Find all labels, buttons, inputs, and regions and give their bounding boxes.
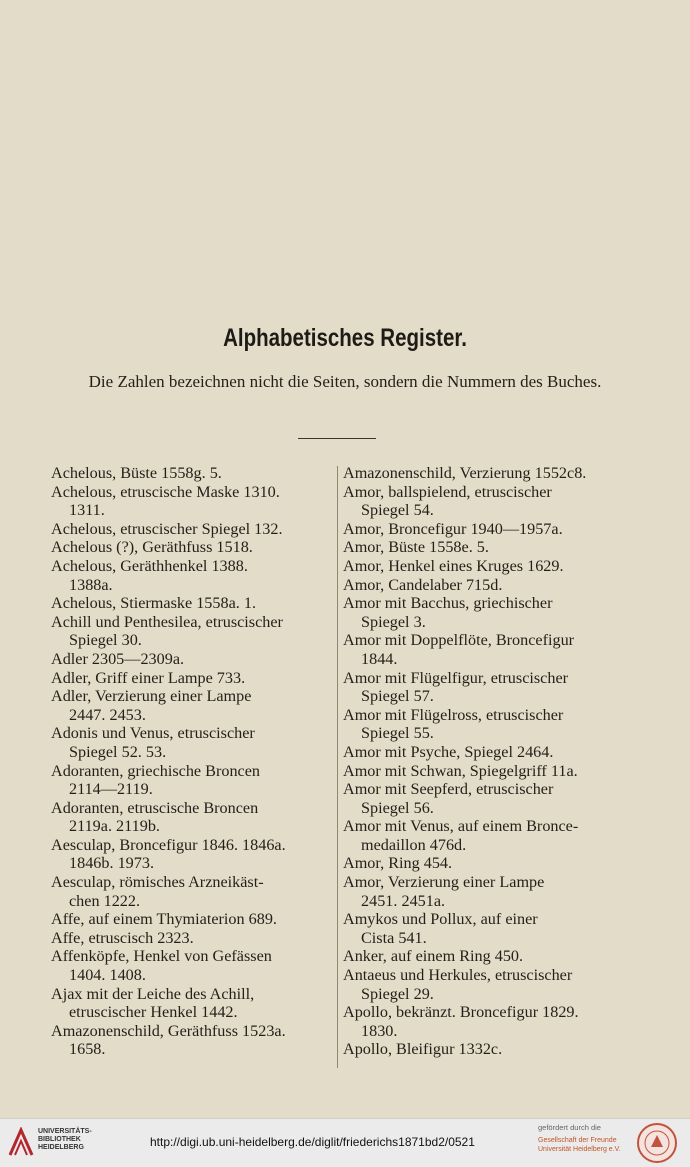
register-entry-continuation: Spiegel 55.: [361, 724, 434, 743]
register-entry-continuation: 1404. 1408.: [69, 966, 146, 985]
register-entry: [51, 538, 333, 557]
register-entry-continuation: Spiegel 52. 53.: [69, 742, 167, 761]
register-entry-text: Achelous, Büste 1558g. 5.: [51, 464, 222, 482]
register-entry-text: Aesculap, Broncefigur 1846. 1846a.: [51, 835, 286, 854]
register-entry: [51, 594, 333, 613]
register-entry-text: Amor, Henkel eines Kruges 1629.: [343, 556, 564, 575]
register-entry-continuation: Spiegel 3.: [361, 612, 426, 631]
register-entry-text: Achelous, etruscische Maske 1310.: [51, 482, 280, 501]
register-entry-continuation: Spiegel 57.: [361, 687, 434, 706]
register-entry: [343, 576, 625, 595]
register-entry: [51, 613, 333, 650]
university-seal-icon: [636, 1122, 678, 1164]
register-entry-text: Adler 2305—2309a.: [51, 649, 185, 668]
register-entry-text: Amor, Ring 454.: [343, 854, 453, 873]
register-entry-continuation: 2451. 2451a.: [361, 891, 446, 910]
register-entry: [51, 687, 333, 724]
register-entry-text: Amor mit Flügelross, etruscischer: [343, 705, 564, 724]
register-entry-text: Adoranten, etruscische Broncen: [51, 798, 259, 817]
register-entry: [51, 724, 333, 761]
register-entry: [343, 817, 625, 854]
register-entry: [343, 1040, 625, 1059]
register-entry-text: Amor mit Venus, auf einem Bronce-: [343, 817, 579, 836]
register-entry-continuation: 1388a.: [69, 575, 113, 594]
register-entry-text: Affe, etruscisch 2323.: [51, 928, 194, 947]
register-entry: [343, 743, 625, 762]
register-entry-continuation: 1844.: [361, 649, 398, 668]
register-entry-text: Amor mit Flügelfigur, etruscischer: [343, 668, 569, 687]
register-entry: [51, 836, 333, 873]
register-entry-continuation: Cista 541.: [361, 928, 427, 947]
permalink-url[interactable]: http://digi.ub.uni-heidelberg.de/diglit/friederichs1871bd2/0521: [150, 1135, 475, 1149]
register-entry: [51, 985, 333, 1022]
register-entry-text: Amor mit Seepferd, etruscischer: [343, 780, 554, 799]
register-entry-continuation: chen 1222.: [69, 891, 141, 910]
register-entry-continuation: 2114—2119.: [69, 780, 153, 799]
register-entry-continuation: medaillon 476d.: [361, 835, 467, 854]
register-entry: [343, 762, 625, 781]
register-entry: [343, 854, 625, 873]
register-entry-continuation: Spiegel 29.: [361, 984, 434, 1003]
register-entry-text: Amor mit Schwan, Spiegelgriff 11a.: [343, 761, 578, 780]
library-name-line: UNIVERSITÄTS-: [38, 1128, 92, 1135]
register-entry: [343, 780, 625, 817]
register-entry-text: Anker, auf einem Ring 450.: [343, 947, 524, 966]
register-entry-text: Affe, auf einem Thymiaterion 689.: [51, 910, 277, 929]
library-name-line: HEIDELBERG: [38, 1144, 84, 1151]
register-entry-text: Amor, Candelaber 715d.: [343, 575, 503, 594]
register-entry-text: Aesculap, römisches Arzneikäst-: [51, 873, 264, 892]
register-entry: [343, 631, 625, 668]
register-entry-continuation: 2447. 2453.: [69, 705, 146, 724]
register-entry: [51, 669, 333, 688]
register-entry-text: Ajax mit der Leiche des Achill,: [51, 984, 255, 1003]
register-entry-text: Adler, Verzierung einer Lampe: [51, 687, 252, 706]
register-entry: [51, 1022, 333, 1059]
register-entry-continuation: 1830.: [361, 1021, 398, 1040]
register-entry-continuation: Spiegel 56.: [361, 798, 434, 817]
library-name-line: BIBLIOTHEK: [38, 1136, 81, 1143]
column-divider: [337, 466, 338, 1068]
register-entry: [51, 947, 333, 984]
register-entry: [51, 929, 333, 948]
sponsor-name: [538, 1136, 621, 1154]
register-entry-text: Antaeus und Herkules, etruscischer: [343, 966, 573, 985]
register-entry-text: Amor, Büste 1558e. 5.: [343, 538, 489, 557]
register-entry-continuation: 1846b. 1973.: [69, 854, 154, 873]
library-name: [38, 1128, 92, 1152]
register-entry: [51, 464, 333, 483]
register-entry-text: Adonis und Venus, etruscischer: [51, 724, 255, 743]
register-entry: [343, 538, 625, 557]
register-entry-continuation: Spiegel 54.: [361, 501, 434, 520]
register-entry: [343, 966, 625, 1003]
funding-note: gefördert durch die: [538, 1123, 601, 1132]
register-entry-text: Achelous, Geräthhenkel 1388.: [51, 556, 248, 575]
register-entry-text: Amor mit Doppelflöte, Broncefigur: [343, 631, 575, 650]
register-entry: [343, 594, 625, 631]
register-entry-text: Achelous, etruscischer Spiegel 132.: [51, 519, 283, 538]
register-entry-text: Amor, Broncefigur 1940—1957a.: [343, 519, 563, 538]
register-entry-continuation: 1658.: [69, 1040, 106, 1059]
viewer-footer: [0, 1118, 690, 1167]
register-entry-text: Achelous, Stiermaske 1558a. 1.: [51, 594, 256, 613]
register-entry: [51, 799, 333, 836]
register-entry: [51, 483, 333, 520]
register-entry-text: Adoranten, griechische Broncen: [51, 761, 261, 780]
register-entry-text: Apollo, bekränzt. Broncefigur 1829.: [343, 1003, 579, 1022]
register-entry: [51, 650, 333, 669]
register-entry-text: Amazonenschild, Verzierung 1552c8.: [343, 464, 587, 482]
register-entry-continuation: 2119a. 2119b.: [69, 817, 160, 836]
register-entry: [343, 1003, 625, 1040]
register-entry: [51, 762, 333, 799]
register-entry-text: Amazonenschild, Geräthfuss 1523a.: [51, 1021, 286, 1040]
title-rule: [298, 438, 376, 439]
register-entry: [343, 706, 625, 743]
page-title: Alphabetisches Register.: [223, 324, 467, 352]
sponsor-name-line: Universität Heidelberg e.V.: [538, 1146, 621, 1153]
register-entry-continuation: 1311.: [69, 501, 105, 520]
register-entry: [343, 520, 625, 539]
register-entry: [343, 464, 625, 483]
register-entry: [343, 873, 625, 910]
register-entry-text: Affenköpfe, Henkel von Gefässen: [51, 947, 272, 966]
register-entry: [343, 910, 625, 947]
register-entry: [343, 483, 625, 520]
register-entry-text: Amor, Verzierung einer Lampe: [343, 873, 545, 892]
register-entry-text: Achelous (?), Geräthfuss 1518.: [51, 538, 253, 557]
register-column-left: [51, 464, 333, 1059]
register-entry: [51, 557, 333, 594]
register-entry-continuation: Spiegel 30.: [69, 631, 142, 650]
register-column-right: [343, 464, 625, 1059]
register-entry: [343, 669, 625, 706]
register-entry-text: Amor mit Psyche, Spiegel 2464.: [343, 742, 554, 761]
register-entry-continuation: etruscischer Henkel 1442.: [69, 1003, 238, 1022]
register-entry-text: Amor mit Bacchus, griechischer: [343, 594, 553, 613]
page-subtitle: Die Zahlen bezeichnen nicht die Seiten, sondern die Nummern des Buches.: [88, 372, 602, 391]
register-entry: [51, 520, 333, 539]
register-entry-text: Achill und Penthesilea, etruscischer: [51, 612, 283, 631]
register-entry: [51, 910, 333, 929]
register-entry-text: Apollo, Bleifigur 1332c.: [343, 1040, 503, 1059]
university-library-logo-icon: [8, 1127, 34, 1157]
register-entry-text: Adler, Griff einer Lampe 733.: [51, 668, 246, 687]
register-entry: [51, 873, 333, 910]
register-entry-text: Amor, ballspielend, etruscischer: [343, 482, 552, 501]
register-entry: [343, 947, 625, 966]
register-entry-text: Amykos und Pollux, auf einer: [343, 910, 538, 929]
sponsor-name-line: Gesellschaft der Freunde: [538, 1137, 617, 1144]
register-entry: [343, 557, 625, 576]
